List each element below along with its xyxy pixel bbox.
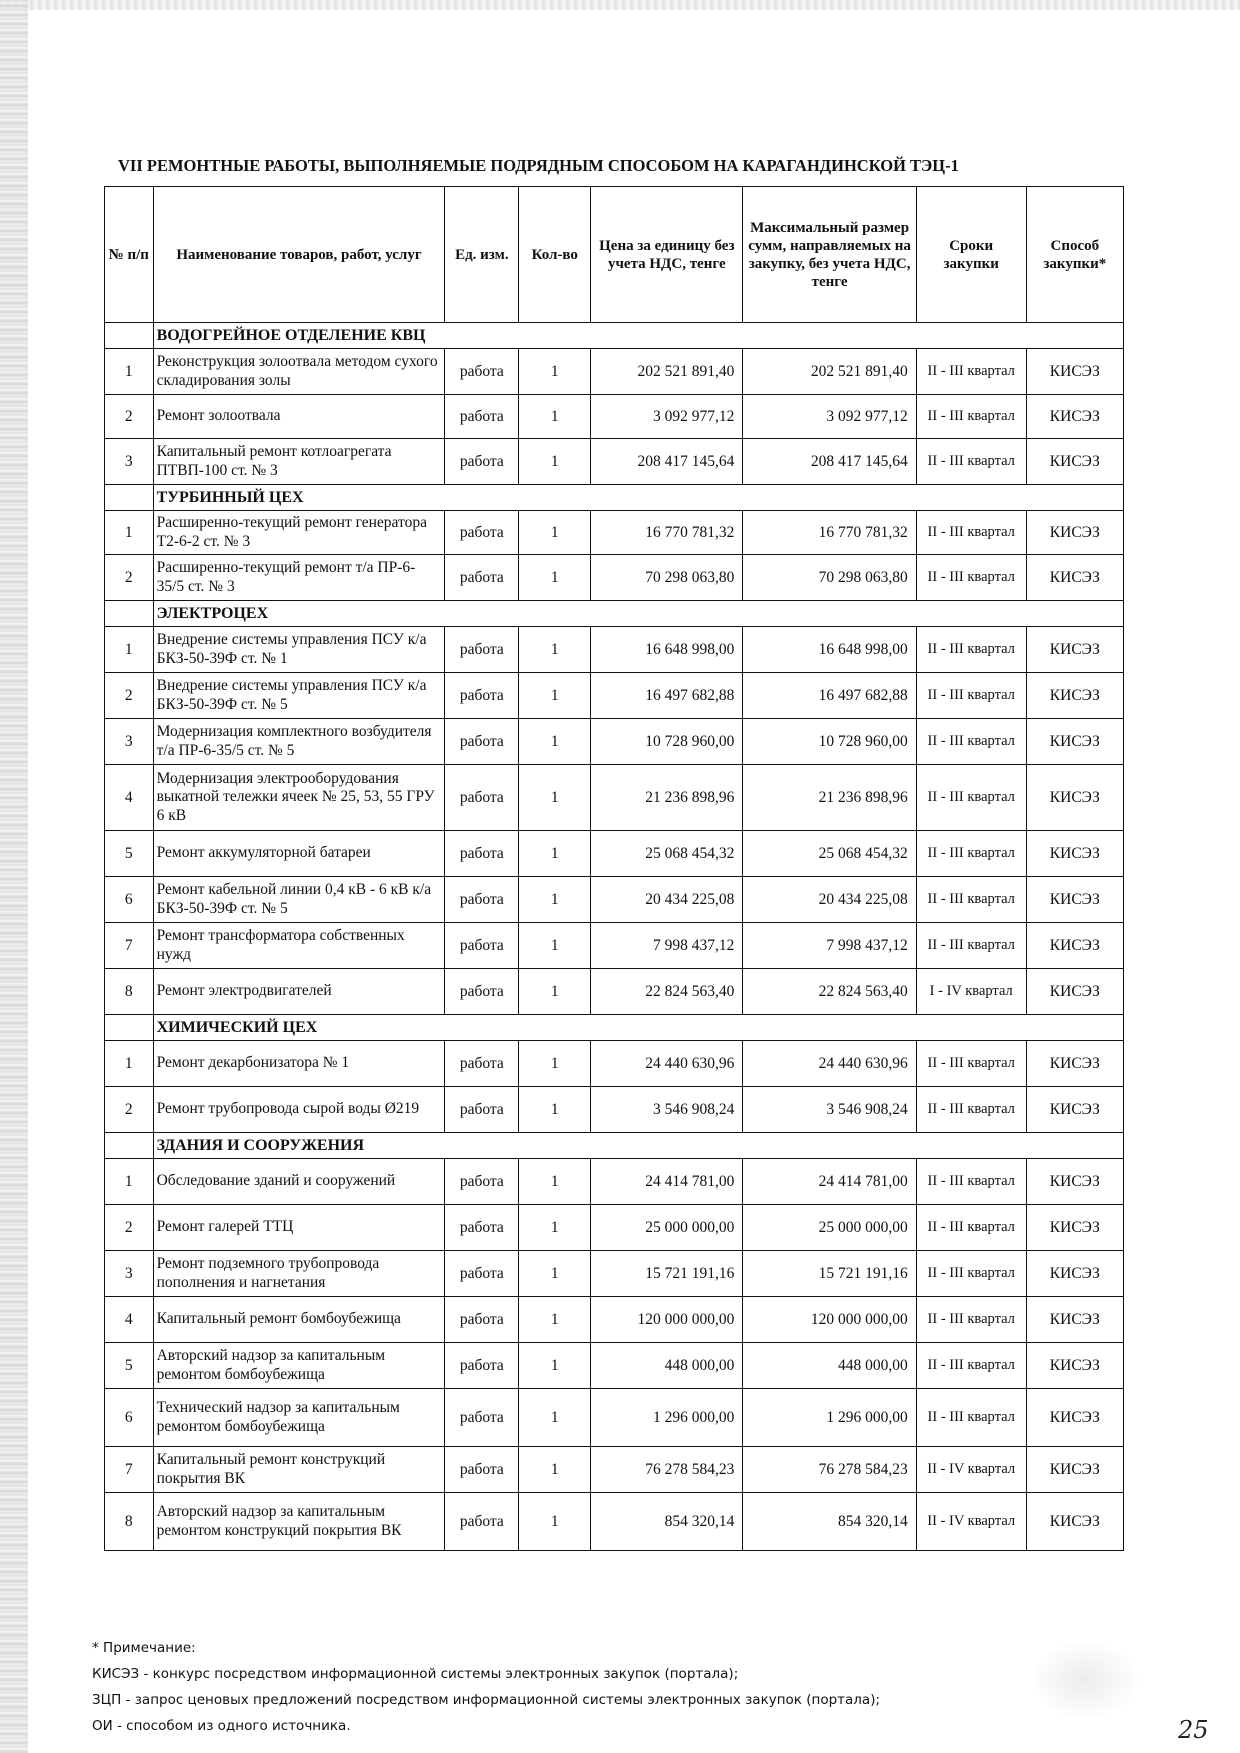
- row-unit: работа: [445, 719, 519, 765]
- section-title: ЗДАНИЯ И СООРУЖЕНИЯ: [153, 1133, 1123, 1159]
- row-qty: 1: [519, 969, 591, 1015]
- row-unit: работа: [445, 1041, 519, 1087]
- row-max-sum: 25 000 000,00: [743, 1205, 916, 1251]
- row-qty: 1: [519, 555, 591, 601]
- row-method: КИСЭЗ: [1026, 1447, 1123, 1493]
- row-price: 22 824 563,40: [591, 969, 743, 1015]
- section-row: [105, 1015, 1124, 1041]
- row-qty: 1: [519, 1159, 591, 1205]
- header-method: Способ закупки*: [1026, 187, 1123, 323]
- row-unit: работа: [445, 1087, 519, 1133]
- table-row: [105, 673, 1124, 719]
- row-qty: 1: [519, 1205, 591, 1251]
- row-num: 1: [105, 511, 154, 555]
- row-price: 70 298 063,80: [591, 555, 743, 601]
- row-max-sum: 76 278 584,23: [743, 1447, 916, 1493]
- row-num: 6: [105, 877, 154, 923]
- row-method: КИСЭЗ: [1026, 1041, 1123, 1087]
- table-row: [105, 719, 1124, 765]
- row-name: Ремонт кабельной линии 0,4 кВ - 6 кВ к/а БКЗ-50-39Ф ст. № 5: [153, 877, 445, 923]
- table-row: [105, 923, 1124, 969]
- row-num: 3: [105, 1251, 154, 1297]
- row-num: 3: [105, 439, 154, 485]
- row-qty: 1: [519, 1041, 591, 1087]
- row-unit: работа: [445, 1159, 519, 1205]
- table-row: [105, 349, 1124, 395]
- section-row: [105, 323, 1124, 349]
- row-term: II - IV квартал: [916, 1447, 1026, 1493]
- row-price: 10 728 960,00: [591, 719, 743, 765]
- section-row: [105, 1133, 1124, 1159]
- row-method: КИСЭЗ: [1026, 923, 1123, 969]
- document-title: VII РЕМОНТНЫЕ РАБОТЫ, ВЫПОЛНЯЕМЫЕ ПОДРЯДНЫМ СПОСОБОМ НА КАРАГАНДИНСКОЙ ТЭЦ-1: [118, 156, 959, 175]
- row-term: II - III квартал: [916, 765, 1026, 831]
- row-name: Ремонт трансформатора собственных нужд: [153, 923, 445, 969]
- row-max-sum: 24 414 781,00: [743, 1159, 916, 1205]
- table-row: [105, 627, 1124, 673]
- row-term: II - III квартал: [916, 1205, 1026, 1251]
- row-unit: работа: [445, 1447, 519, 1493]
- section-row: [105, 601, 1124, 627]
- row-name: Модернизация комплектного возбудителя т/а ПР-6-35/5 ст. № 5: [153, 719, 445, 765]
- table-row: [105, 765, 1124, 831]
- row-qty: 1: [519, 1389, 591, 1447]
- row-price: 208 417 145,64: [591, 439, 743, 485]
- row-term: II - III квартал: [916, 1343, 1026, 1389]
- row-max-sum: 25 068 454,32: [743, 831, 916, 877]
- row-max-sum: 202 521 891,40: [743, 349, 916, 395]
- row-price: 16 648 998,00: [591, 627, 743, 673]
- row-price: 16 497 682,88: [591, 673, 743, 719]
- row-name: Ремонт подземного трубопровода пополнения и нагнетания: [153, 1251, 445, 1297]
- row-method: КИСЭЗ: [1026, 555, 1123, 601]
- row-num: 1: [105, 349, 154, 395]
- row-unit: работа: [445, 923, 519, 969]
- row-name: Расширенно-текущий ремонт генератора Т2-6-2 ст. № 3: [153, 511, 445, 555]
- row-max-sum: 1 296 000,00: [743, 1389, 916, 1447]
- row-price: 1 296 000,00: [591, 1389, 743, 1447]
- row-max-sum: 21 236 898,96: [743, 765, 916, 831]
- header-num: № п/п: [105, 187, 154, 323]
- row-name: Ремонт декарбонизатора № 1: [153, 1041, 445, 1087]
- row-term: II - III квартал: [916, 1297, 1026, 1343]
- row-name: Внедрение системы управления ПСУ к/а БКЗ-50-39Ф ст. № 5: [153, 673, 445, 719]
- stamp-mark: [1030, 1640, 1140, 1720]
- row-max-sum: 854 320,14: [743, 1493, 916, 1551]
- row-price: 76 278 584,23: [591, 1447, 743, 1493]
- row-price: 16 770 781,32: [591, 511, 743, 555]
- section-num-cell: [105, 1133, 154, 1159]
- table-row: [105, 511, 1124, 555]
- table-row: [105, 439, 1124, 485]
- row-price: 3 546 908,24: [591, 1087, 743, 1133]
- section-title: ВОДОГРЕЙНОЕ ОТДЕЛЕНИЕ КВЦ: [153, 323, 1123, 349]
- row-term: II - III квартал: [916, 1087, 1026, 1133]
- row-qty: 1: [519, 831, 591, 877]
- row-term: II - III квартал: [916, 439, 1026, 485]
- section-num-cell: [105, 485, 154, 511]
- table-row: [105, 1205, 1124, 1251]
- row-max-sum: 3 546 908,24: [743, 1087, 916, 1133]
- row-method: КИСЭЗ: [1026, 1389, 1123, 1447]
- row-term: I - IV квартал: [916, 969, 1026, 1015]
- row-num: 6: [105, 1389, 154, 1447]
- row-price: 120 000 000,00: [591, 1297, 743, 1343]
- table-header-row: [105, 187, 1124, 323]
- row-qty: 1: [519, 349, 591, 395]
- row-max-sum: 16 648 998,00: [743, 627, 916, 673]
- row-name: Капитальный ремонт котлоагрегата ПТВП-100 ст. № 3: [153, 439, 445, 485]
- row-max-sum: 20 434 225,08: [743, 877, 916, 923]
- row-max-sum: 15 721 191,16: [743, 1251, 916, 1297]
- row-qty: 1: [519, 1447, 591, 1493]
- row-name: Ремонт электродвигателей: [153, 969, 445, 1015]
- section-title: ЭЛЕКТРОЦЕХ: [153, 601, 1123, 627]
- row-qty: 1: [519, 1297, 591, 1343]
- row-unit: работа: [445, 395, 519, 439]
- row-term: II - IV квартал: [916, 1493, 1026, 1551]
- table-row: [105, 1251, 1124, 1297]
- row-max-sum: 24 440 630,96: [743, 1041, 916, 1087]
- table-row: [105, 395, 1124, 439]
- row-term: II - III квартал: [916, 923, 1026, 969]
- row-price: 15 721 191,16: [591, 1251, 743, 1297]
- row-qty: 1: [519, 395, 591, 439]
- procurement-table: [104, 186, 1124, 1551]
- scan-left-edge: [0, 0, 28, 1753]
- table-row: [105, 555, 1124, 601]
- page-number: 25: [1178, 1716, 1209, 1744]
- header-price: Цена за единицу без учета НДС, тенге: [591, 187, 743, 323]
- row-qty: 1: [519, 1087, 591, 1133]
- table-row: [105, 1159, 1124, 1205]
- row-method: КИСЭЗ: [1026, 969, 1123, 1015]
- row-term: II - III квартал: [916, 1159, 1026, 1205]
- row-max-sum: 10 728 960,00: [743, 719, 916, 765]
- row-term: II - III квартал: [916, 1251, 1026, 1297]
- row-num: 2: [105, 395, 154, 439]
- row-unit: работа: [445, 1297, 519, 1343]
- table-row: [105, 1493, 1124, 1551]
- row-term: II - III квартал: [916, 395, 1026, 439]
- section-title: ХИМИЧЕСКИЙ ЦЕХ: [153, 1015, 1123, 1041]
- row-method: КИСЭЗ: [1026, 1087, 1123, 1133]
- header-term: Сроки закупки: [916, 187, 1026, 323]
- row-name: Капитальный ремонт бомбоубежища: [153, 1297, 445, 1343]
- row-num: 8: [105, 1493, 154, 1551]
- row-method: КИСЭЗ: [1026, 1297, 1123, 1343]
- row-max-sum: 120 000 000,00: [743, 1297, 916, 1343]
- row-name: Расширенно-текущий ремонт т/а ПР-6-35/5 ст. № 3: [153, 555, 445, 601]
- footnote-label: * Примечание:: [92, 1640, 196, 1656]
- row-price: 25 000 000,00: [591, 1205, 743, 1251]
- row-unit: работа: [445, 627, 519, 673]
- row-qty: 1: [519, 439, 591, 485]
- row-term: II - III квартал: [916, 555, 1026, 601]
- row-unit: работа: [445, 1493, 519, 1551]
- row-method: КИСЭЗ: [1026, 719, 1123, 765]
- row-price: 202 521 891,40: [591, 349, 743, 395]
- row-term: II - III квартал: [916, 627, 1026, 673]
- row-qty: 1: [519, 719, 591, 765]
- table-row: [105, 1447, 1124, 1493]
- row-method: КИСЭЗ: [1026, 1159, 1123, 1205]
- row-price: 20 434 225,08: [591, 877, 743, 923]
- row-unit: работа: [445, 1251, 519, 1297]
- row-name: Капитальный ремонт конструкций покрытия ВК: [153, 1447, 445, 1493]
- row-name: Авторский надзор за капитальным ремонтом конструкций покрытия ВК: [153, 1493, 445, 1551]
- table-row: [105, 1343, 1124, 1389]
- table-row: [105, 831, 1124, 877]
- row-num: 2: [105, 1205, 154, 1251]
- row-price: 24 440 630,96: [591, 1041, 743, 1087]
- row-unit: работа: [445, 555, 519, 601]
- row-num: 1: [105, 1159, 154, 1205]
- row-method: КИСЭЗ: [1026, 395, 1123, 439]
- table-row: [105, 1041, 1124, 1087]
- row-unit: работа: [445, 765, 519, 831]
- row-unit: работа: [445, 831, 519, 877]
- row-num: 5: [105, 831, 154, 877]
- row-max-sum: 7 998 437,12: [743, 923, 916, 969]
- row-unit: работа: [445, 349, 519, 395]
- section-num-cell: [105, 601, 154, 627]
- header-qty: Кол-во: [519, 187, 591, 323]
- row-term: II - III квартал: [916, 511, 1026, 555]
- row-max-sum: 22 824 563,40: [743, 969, 916, 1015]
- header-max: Максимальный размер сумм, направляемых на закупку, без учета НДС, тенге: [743, 187, 916, 323]
- row-term: II - III квартал: [916, 349, 1026, 395]
- row-name: Ремонт золоотвала: [153, 395, 445, 439]
- table-row: [105, 1087, 1124, 1133]
- row-term: II - III квартал: [916, 877, 1026, 923]
- row-price: 448 000,00: [591, 1343, 743, 1389]
- footnote-line: КИСЭЗ - конкурс посредством информационной системы электронных закупок (портала);: [92, 1666, 739, 1682]
- row-num: 1: [105, 1041, 154, 1087]
- scan-top-edge: [0, 0, 1240, 10]
- row-max-sum: 16 770 781,32: [743, 511, 916, 555]
- row-num: 4: [105, 765, 154, 831]
- row-method: КИСЭЗ: [1026, 349, 1123, 395]
- row-price: 854 320,14: [591, 1493, 743, 1551]
- row-num: 7: [105, 923, 154, 969]
- row-unit: работа: [445, 877, 519, 923]
- row-qty: 1: [519, 923, 591, 969]
- row-name: Ремонт трубопровода сырой воды Ø219: [153, 1087, 445, 1133]
- row-num: 5: [105, 1343, 154, 1389]
- row-qty: 1: [519, 1251, 591, 1297]
- row-num: 2: [105, 555, 154, 601]
- row-max-sum: 208 417 145,64: [743, 439, 916, 485]
- row-unit: работа: [445, 1205, 519, 1251]
- row-unit: работа: [445, 1343, 519, 1389]
- row-unit: работа: [445, 511, 519, 555]
- footnote-line: ЗЦП - запрос ценовых предложений посредством информационной системы электронных закупок (портала);: [92, 1692, 881, 1708]
- table-row: [105, 1389, 1124, 1447]
- row-qty: 1: [519, 627, 591, 673]
- row-name: Ремонт аккумуляторной батареи: [153, 831, 445, 877]
- row-num: 2: [105, 673, 154, 719]
- row-method: КИСЭЗ: [1026, 1205, 1123, 1251]
- row-name: Технический надзор за капитальным ремонтом бомбоубежища: [153, 1389, 445, 1447]
- row-num: 4: [105, 1297, 154, 1343]
- row-qty: 1: [519, 877, 591, 923]
- row-unit: работа: [445, 1389, 519, 1447]
- row-max-sum: 448 000,00: [743, 1343, 916, 1389]
- row-max-sum: 16 497 682,88: [743, 673, 916, 719]
- table-row: [105, 1297, 1124, 1343]
- header-unit: Ед. изм.: [445, 187, 519, 323]
- row-method: КИСЭЗ: [1026, 1493, 1123, 1551]
- row-qty: 1: [519, 1343, 591, 1389]
- row-method: КИСЭЗ: [1026, 511, 1123, 555]
- row-qty: 1: [519, 765, 591, 831]
- row-method: КИСЭЗ: [1026, 627, 1123, 673]
- row-price: 21 236 898,96: [591, 765, 743, 831]
- row-unit: работа: [445, 673, 519, 719]
- row-term: II - III квартал: [916, 673, 1026, 719]
- row-method: КИСЭЗ: [1026, 673, 1123, 719]
- row-method: КИСЭЗ: [1026, 765, 1123, 831]
- row-method: КИСЭЗ: [1026, 1343, 1123, 1389]
- row-name: Реконструкция золоотвала методом сухого складирования золы: [153, 349, 445, 395]
- row-method: КИСЭЗ: [1026, 831, 1123, 877]
- row-max-sum: 3 092 977,12: [743, 395, 916, 439]
- row-num: 8: [105, 969, 154, 1015]
- section-title: ТУРБИННЫЙ ЦЕХ: [153, 485, 1123, 511]
- row-price: 25 068 454,32: [591, 831, 743, 877]
- header-name: Наименование товаров, работ, услуг: [153, 187, 445, 323]
- row-unit: работа: [445, 439, 519, 485]
- row-method: КИСЭЗ: [1026, 877, 1123, 923]
- table-row: [105, 877, 1124, 923]
- row-qty: 1: [519, 511, 591, 555]
- row-unit: работа: [445, 969, 519, 1015]
- row-term: II - III квартал: [916, 719, 1026, 765]
- row-num: 7: [105, 1447, 154, 1493]
- row-term: II - III квартал: [916, 831, 1026, 877]
- row-term: II - III квартал: [916, 1389, 1026, 1447]
- row-name: Внедрение системы управления ПСУ к/а БКЗ-50-39Ф ст. № 1: [153, 627, 445, 673]
- row-method: КИСЭЗ: [1026, 1251, 1123, 1297]
- table-row: [105, 969, 1124, 1015]
- row-method: КИСЭЗ: [1026, 439, 1123, 485]
- row-price: 24 414 781,00: [591, 1159, 743, 1205]
- row-qty: 1: [519, 673, 591, 719]
- row-price: 7 998 437,12: [591, 923, 743, 969]
- section-row: [105, 485, 1124, 511]
- section-num-cell: [105, 323, 154, 349]
- row-num: 3: [105, 719, 154, 765]
- row-name: Ремонт галерей ТТЦ: [153, 1205, 445, 1251]
- row-name: Обследование зданий и сооружений: [153, 1159, 445, 1205]
- footnote-line: ОИ - способом из одного источника.: [92, 1718, 351, 1734]
- row-max-sum: 70 298 063,80: [743, 555, 916, 601]
- row-name: Авторский надзор за капитальным ремонтом бомбоубежища: [153, 1343, 445, 1389]
- row-num: 1: [105, 627, 154, 673]
- row-price: 3 092 977,12: [591, 395, 743, 439]
- row-term: II - III квартал: [916, 1041, 1026, 1087]
- section-num-cell: [105, 1015, 154, 1041]
- row-qty: 1: [519, 1493, 591, 1551]
- row-name: Модернизация электрооборудования выкатной тележки ячеек № 25, 53, 55 ГРУ 6 кВ: [153, 765, 445, 831]
- row-num: 2: [105, 1087, 154, 1133]
